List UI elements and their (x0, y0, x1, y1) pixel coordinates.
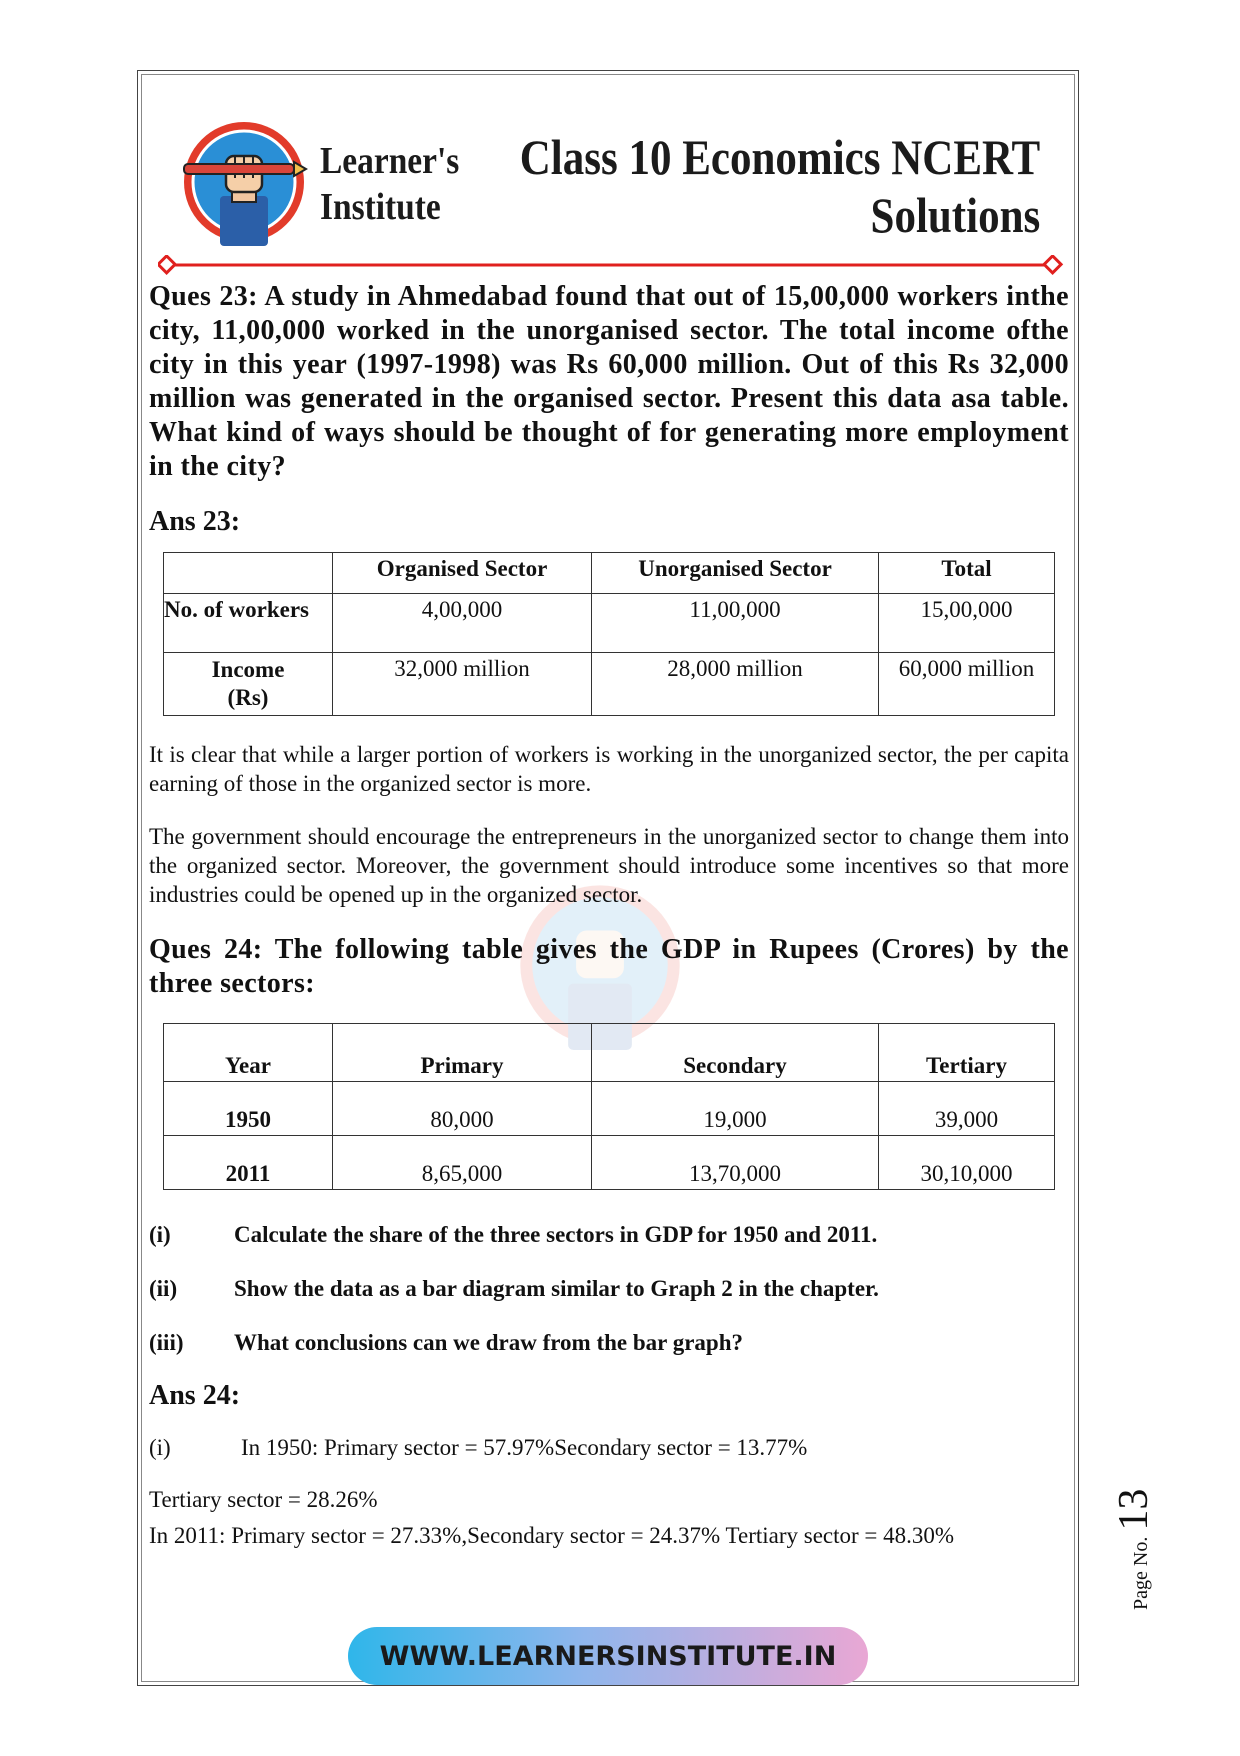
table-cell: 28,000 million (592, 653, 879, 716)
table-cell: 4,00,000 (333, 594, 592, 653)
brand-line-1: Learner's (320, 140, 460, 182)
table-cell: 30,10,000 (879, 1136, 1055, 1190)
answer-24-line: Tertiary sector = 28.26% (149, 1487, 378, 1512)
subquestion-text: What conclusions can we draw from the bar graph? (234, 1330, 743, 1355)
table-row (164, 653, 1055, 716)
table-row (164, 1082, 1055, 1136)
subquestion-text: Show the data as a bar diagram similar to Graph 2 in the chapter. (234, 1276, 879, 1301)
answer-24-label: Ans 24: (149, 1380, 241, 1411)
table-cell: 80,000 (333, 1082, 592, 1136)
answer-text: In 1950: Primary sector = 57.97%Secondary sector = 13.77% (241, 1435, 808, 1460)
subquestion (149, 1262, 1069, 1316)
table-header-cell: Total (879, 553, 1055, 594)
table-row-label: 1950 (164, 1082, 333, 1136)
table-header-cell: Tertiary (879, 1024, 1055, 1082)
table-header-cell: Organised Sector (333, 553, 592, 594)
website-link[interactable]: WWW.LEARNERSINSTITUTE.IN (348, 1627, 868, 1685)
table-row (164, 1136, 1055, 1190)
subquestion (149, 1208, 1069, 1262)
paragraph: The government should encourage the entrepreneurs in the unorganized sector to change them into the organized sector. Moreover, the government should introduce some incentives so that more industries could be opened up in the organized sector. (149, 824, 1069, 907)
table-row (164, 594, 1055, 653)
question-24: Ques 24: The following table gives the GDP in Rupees (Crores) by the three sectors: (149, 934, 1069, 999)
table-cell: 15,00,000 (879, 594, 1055, 653)
table-row-label: Income (Rs) (164, 653, 333, 716)
title-line-2: Solutions (870, 187, 1040, 243)
table-cell: 39,000 (879, 1082, 1055, 1136)
table-header-cell (164, 553, 333, 594)
table-cell: 19,000 (592, 1082, 879, 1136)
answer-number: (i) (149, 1435, 171, 1460)
page-content (149, 280, 1069, 1554)
header-divider (158, 255, 1064, 275)
table-header-cell: Year (164, 1024, 333, 1082)
brand-line-2: Institute (320, 186, 441, 228)
answer-24-line: In 2011: Primary sector = 27.33%,Secondary sector = 24.37% Tertiary sector = 48.30% (149, 1523, 955, 1548)
subquestion-list (149, 1208, 1069, 1370)
subquestion (149, 1316, 1069, 1370)
question-23: Ques 23: A study in Ahmedabad found that out of 15,00,000 workers inthe city, 11,00,000 worked in the unorganised sector. The total income ofthe city in this year (1997-1998) was Rs 60,000 million. Out of this Rs 32,000 million was generated in the organised sector. Present this data asa table. What kind of ways should be thought of for generating more employment in the city? (149, 281, 1069, 482)
table-cell: 11,00,000 (592, 594, 879, 653)
page-number-label: Page No. (1130, 1536, 1152, 1610)
subquestion-number: (ii) (149, 1276, 178, 1301)
title-line-1: Class 10 Economics NCERT (519, 129, 1040, 185)
table-cell: 32,000 million (333, 653, 592, 716)
table-row-label: 2011 (164, 1136, 333, 1190)
table-cell: 13,70,000 (592, 1136, 879, 1190)
subquestion-number: (iii) (149, 1330, 184, 1355)
learners-institute-logo-icon (180, 118, 308, 246)
workers-income-table (163, 552, 1055, 716)
page-number-value: 13 (1111, 1488, 1157, 1531)
table-header-row (164, 1024, 1055, 1082)
subquestion-number: (i) (149, 1222, 171, 1247)
subquestion-text: Calculate the share of the three sectors in GDP for 1950 and 2011. (234, 1222, 878, 1247)
table-cell: 60,000 million (879, 653, 1055, 716)
gdp-table (163, 1023, 1055, 1190)
paragraph: It is clear that while a larger portion of workers is working in the unorganized sector, the per capita earning of those in the organized sector is more. (149, 742, 1069, 796)
table-header-row (164, 553, 1055, 594)
page-number (1110, 1489, 1158, 1610)
table-cell: 8,65,000 (333, 1136, 592, 1190)
answer-23-label: Ans 23: (149, 506, 241, 537)
table-header-cell: Primary (333, 1024, 592, 1082)
document-title (519, 128, 1040, 244)
table-header-cell: Unorganised Sector (592, 553, 879, 594)
table-row-label: No. of workers (164, 594, 333, 653)
answer-24-line (149, 1430, 1069, 1466)
brand-name (320, 138, 459, 230)
table-header-cell: Secondary (592, 1024, 879, 1082)
